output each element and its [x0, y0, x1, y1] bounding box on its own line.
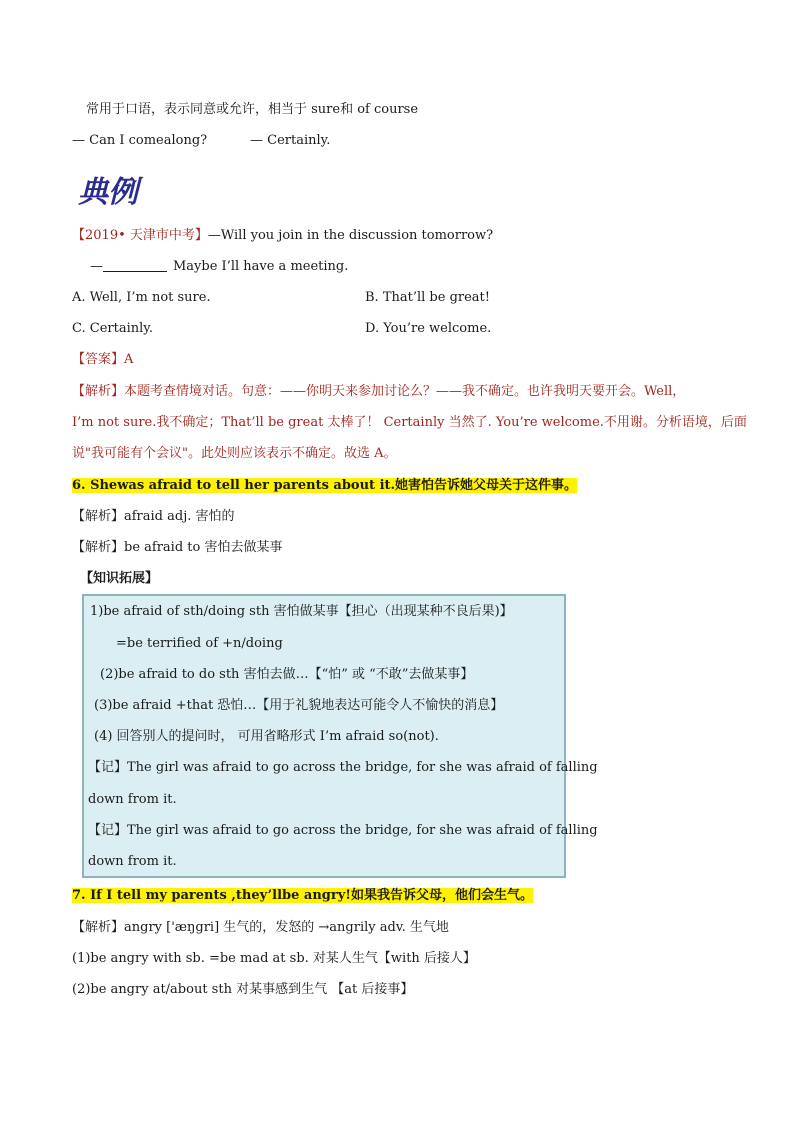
box-line-5: (4) 回答别人的提问时， 可用省略形式 I’m afraid so(not).: [94, 729, 439, 744]
item-6-note-1: 【解析】afraid adj. 害怕的: [72, 509, 235, 524]
box-line-7: down from it.: [88, 792, 177, 807]
response-text: Maybe I’ll have a meeting.: [173, 259, 349, 274]
dialogue-question: — Can I comealong?: [72, 133, 208, 148]
box-line-4: (3)be afraid +that 恐怕…【用于礼貌地表达可能令人不愉快的消息】: [94, 698, 504, 713]
option-b: B. That’ll be great!: [365, 290, 490, 305]
item-7-note-2: (1)be angry with sb. =be mad at sb. 对某人生气【with 后接人】: [72, 951, 476, 966]
item-7-note-1: 【解析】angry ['æŋgri] 生气的，发怒的 →angrily adv. 生气地: [72, 920, 449, 935]
analysis-line-1: 【解析】本题考查情境对话。句意：——你明天来参加讨论么？——我不确定。也许我明天要开会。Well，: [72, 384, 686, 399]
knowledge-expansion-title: 【知识拓展】: [80, 571, 159, 586]
answer-blank: [103, 258, 167, 272]
item-7-heading: [72, 886, 533, 906]
dialogue-answer: — Certainly.: [250, 133, 331, 148]
box-line-9: down from it.: [88, 854, 177, 869]
box-line-6: 【记】The girl was afraid to go across the bridge, for she was afraid of falling: [88, 760, 598, 775]
box-line-3: (2)be afraid to do sth 害怕去做…【“怕” 或 “不敢”去做某事】: [100, 667, 474, 682]
example-response-line: [90, 257, 348, 277]
box-line-1: 1)be afraid of sth/doing sth 害怕做某事【担心（出现某种不良后果)】: [90, 604, 513, 619]
example-question: —Will you join in the discussion tomorrow?: [207, 228, 494, 243]
option-c: C. Certainly.: [72, 321, 154, 336]
knowledge-box: [82, 594, 598, 878]
answer-label: 【答案】A: [72, 352, 134, 367]
response-dash: —: [90, 259, 103, 274]
box-line-2: =be terrified of +n/doing: [116, 636, 283, 651]
analysis-line-2: I’m not sure.我不确定；That’ll be great 太棒了！ Certainly 当然了. You’re welcome.不用谢。分析语境，后面: [72, 415, 747, 430]
item-7-heading-text: 7. If I tell my parents ,they’llbe angry!如果我告诉父母，他们会生气。: [72, 888, 533, 903]
item-6-heading-text: 6. Shewas afraid to tell her parents about it.她害怕告诉她父母关于这件事。: [72, 478, 578, 493]
item-6-heading: [72, 476, 577, 496]
box-line-8: 【记】The girl was afraid to go across the bridge, for she was afraid of falling: [88, 823, 598, 838]
logo-text: 典例: [78, 175, 138, 210]
example-logo: [76, 172, 148, 210]
intro-text: 常用于口语，表示同意或允许，相当于 sure和 of course: [86, 102, 419, 117]
analysis-line-3: 说"我可能有个会议"。此处则应该表示不确定。故选 A。: [72, 446, 397, 461]
option-a: A. Well, I’m not sure.: [72, 290, 211, 305]
example-question-line: [72, 226, 493, 246]
item-6-note-2: 【解析】be afraid to 害怕去做某事: [72, 540, 283, 555]
item-7-note-3: (2)be angry at/about sth 对某事感到生气 【at 后接事】: [72, 982, 414, 997]
option-d: D. You’re welcome.: [365, 321, 492, 336]
exam-source: 【2019• 天津市中考】: [72, 228, 208, 243]
